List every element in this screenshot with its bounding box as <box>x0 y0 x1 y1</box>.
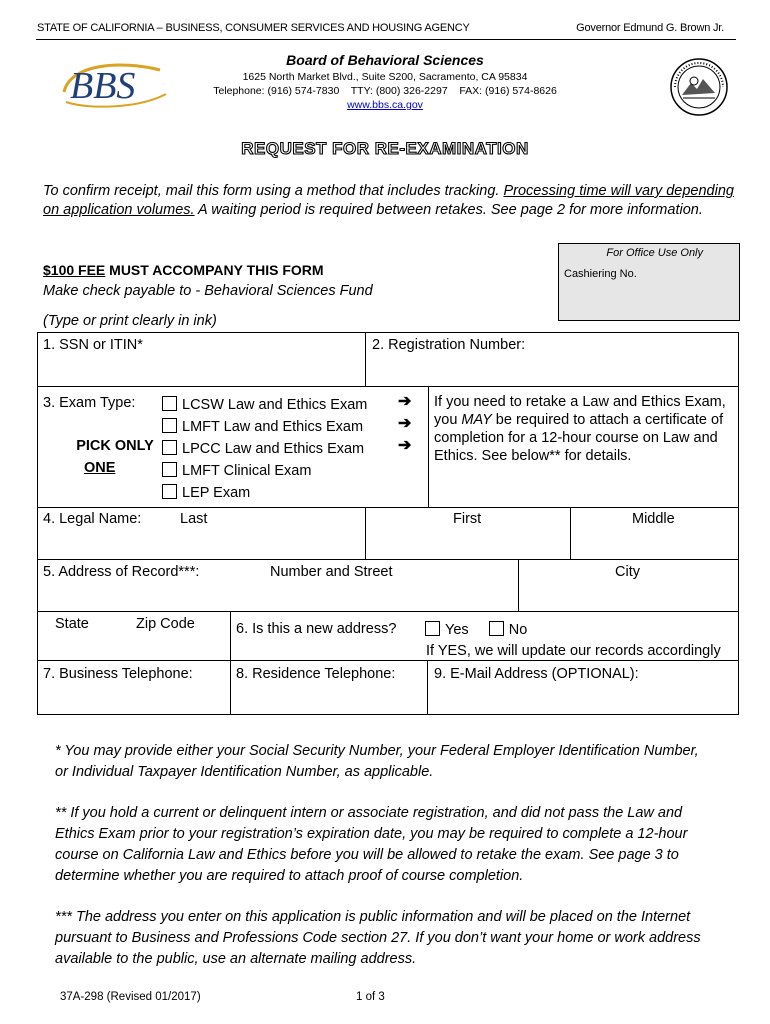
business-phone-label: 7. Business Telephone: <box>43 666 193 682</box>
intro-text-1: To confirm receipt, mail this form using a method that includes tracking. <box>43 183 504 199</box>
board-address: 1625 North Market Blvd., Suite S200, Sacramento, CA 95834 <box>242 71 528 83</box>
first-name-label: First <box>453 511 482 527</box>
form-title: REQUEST FOR RE-EXAMINATION <box>241 139 529 158</box>
intro-paragraph <box>43 182 743 220</box>
middle-name-label: Middle <box>632 511 675 527</box>
fee-amount: $100 FEE <box>43 262 106 278</box>
header-rule <box>36 39 736 40</box>
last-name-label: Last <box>180 511 208 527</box>
exam-option-lmft-clinical[interactable]: LMFT Clinical Exam <box>162 460 367 482</box>
no-label: No <box>508 622 528 638</box>
exam-option-lpcc[interactable]: LPCC Law and Ethics Exam <box>162 438 367 460</box>
exam-options <box>162 394 367 504</box>
office-use-box <box>558 243 740 321</box>
exam-option-lep[interactable]: LEP Exam <box>162 482 367 504</box>
checkbox-no[interactable] <box>489 621 504 636</box>
yes-label: Yes <box>445 622 469 638</box>
yes-note: If YES, we will update our records accordingly <box>426 643 721 659</box>
registration-label: 2. Registration Number: <box>372 337 526 353</box>
arrow-right-icon: ➔ <box>398 393 412 410</box>
state-seal <box>669 57 729 117</box>
zip-label: Zip Code <box>136 616 195 632</box>
street-label: Number and Street <box>270 564 393 580</box>
office-use-title: For Office Use Only <box>606 247 703 259</box>
arrow-right-icon: ➔ <box>398 415 412 432</box>
page-number: 1 of 3 <box>356 991 385 1003</box>
exam-note: If you need to retake a Law and Ethics Exam, you MAY be required to attach a certificate of completion for a 12-hour course on Law and Ethics. See below** for details. <box>434 394 726 464</box>
intro-underlined: Processing time will vary depending on application volumes. <box>43 183 734 218</box>
state-label: State <box>55 616 89 632</box>
new-address-options <box>425 621 527 638</box>
email-label: 9. E-Mail Address (OPTIONAL): <box>434 666 639 682</box>
footnote-address: *** The address you enter on this application is public information and will be placed on the Internet pursuant to Business and Professions Code section 27. If you don’t want your home or work address available to the public, use an alternate mailing address. <box>55 909 701 967</box>
new-address-label: 6. Is this a new address? <box>236 621 397 637</box>
fee-rest: MUST ACCOMPANY THIS FORM <box>105 262 324 278</box>
address-label: 5. Address of Record***: <box>43 564 200 580</box>
agency-header: STATE OF CALIFORNIA – BUSINESS, CONSUMER SERVICES AND HOUSING AGENCY <box>37 22 470 34</box>
city-label: City <box>615 564 640 580</box>
checkbox-lep[interactable] <box>162 484 177 499</box>
bbs-logo <box>60 58 172 110</box>
checkbox-lmft-law[interactable] <box>162 418 177 433</box>
checkbox-lpcc[interactable] <box>162 440 177 455</box>
checkbox-lmft-clinical[interactable] <box>162 462 177 477</box>
exam-option-lcsw[interactable]: LCSW Law and Ethics Exam <box>162 394 367 416</box>
checkbox-lcsw[interactable] <box>162 396 177 411</box>
arrow-right-icon: ➔ <box>398 437 412 454</box>
pick-only-label: PICK ONLY <box>76 438 154 454</box>
exam-type-label: 3. Exam Type: <box>43 395 136 411</box>
board-phones: Telephone: (916) 574-7830 TTY: (800) 326-2297 FAX: (916) 574-8626 <box>213 85 557 97</box>
governor-name: Governor Edmund G. Brown Jr. <box>576 22 724 34</box>
legal-name-label: 4. Legal Name: <box>43 511 142 527</box>
cashiering-label: Cashiering No. <box>564 268 637 280</box>
logo-text: BBS <box>70 65 136 107</box>
one-label: ONE <box>84 460 116 476</box>
exam-option-lmft-law[interactable]: LMFT Law and Ethics Exam <box>162 416 367 438</box>
payable-note: Make check payable to - Behavioral Sciences Fund <box>43 283 373 299</box>
type-note: (Type or print clearly in ink) <box>43 313 217 329</box>
form-id: 37A-298 (Revised 01/2017) <box>60 991 201 1003</box>
fee-notice <box>43 262 324 278</box>
intro-text-2: A waiting period is required between retakes. See page 2 for more information. <box>194 202 703 218</box>
footnote-ssn: * You may provide either your Social Security Number, your Federal Employer Identification Number, or Individual Taxpayer Identification Number, as applicable. <box>55 743 699 780</box>
checkbox-yes[interactable] <box>425 621 440 636</box>
board-name: Board of Behavioral Sciences <box>286 52 484 68</box>
residence-phone-label: 8. Residence Telephone: <box>236 666 396 682</box>
footnote-law-ethics: ** If you hold a current or delinquent intern or associate registration, and did not pass the Law and Ethics Exam prior to your registration’s expiration date, you may be required to complete a 12-hour course on California Law and Ethics before you will be allowed to retake the exam. See page 3 to determine whether you are required to attach proof of course completion. <box>55 805 688 884</box>
ssn-label: 1. SSN or ITIN* <box>43 337 143 353</box>
website-link[interactable]: www.bbs.ca.gov <box>347 99 423 111</box>
